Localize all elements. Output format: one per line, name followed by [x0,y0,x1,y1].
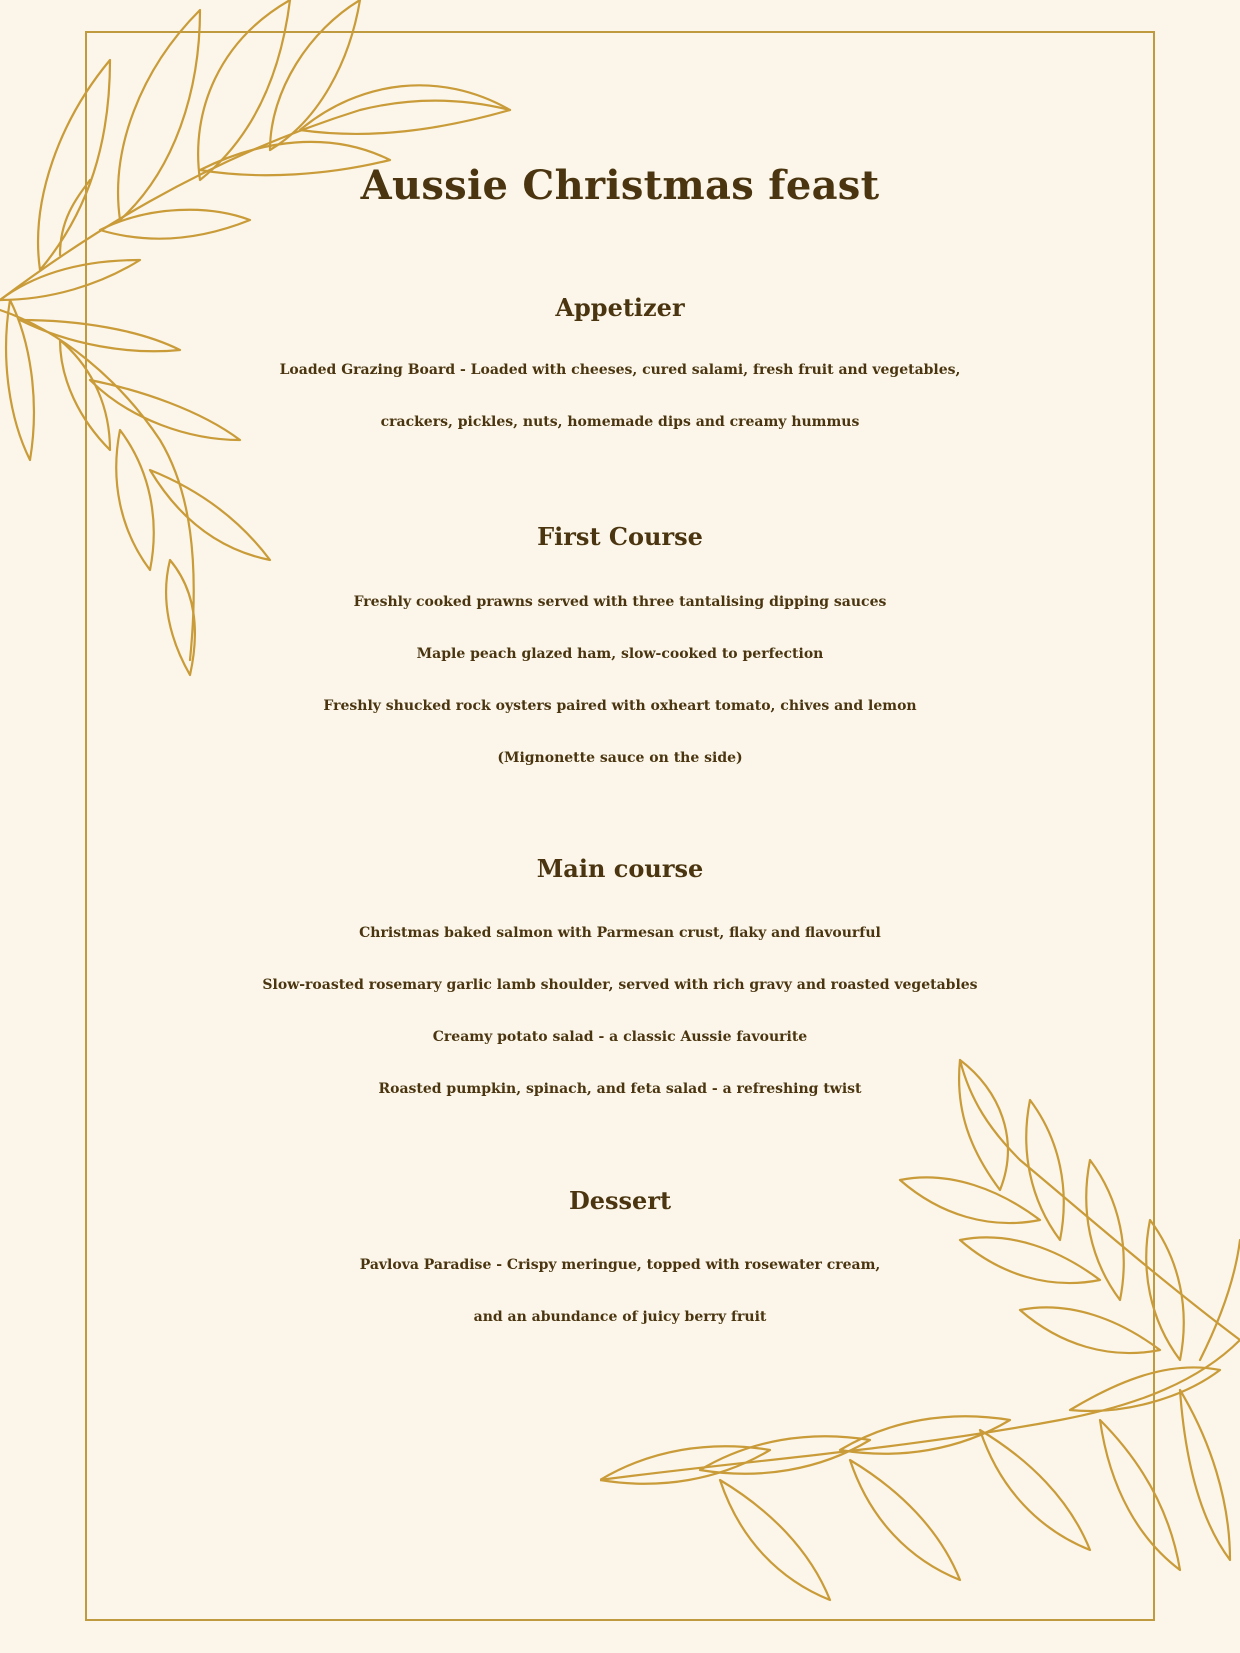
menu-item-line: Freshly cooked prawns served with three tantalising dipping sauces [353,594,887,610]
menu-title: Aussie Christmas feast [360,162,880,209]
menu-item-line: and an abundance of juicy berry fruit [473,1309,767,1325]
menu-frame [85,31,1155,1621]
menu-item-line: Christmas baked salmon with Parmesan crust, flaky and flavourful [359,925,881,941]
menu-item-line: Loaded Grazing Board - Loaded with cheeses, cured salami, fresh fruit and vegetables, [279,362,961,378]
menu-item-line: Maple peach glazed ham, slow-cooked to perfection [416,646,824,662]
menu-item-line: Slow-roasted rosemary garlic lamb shoulder, served with rich gravy and roasted vegetables [262,977,978,993]
menu-item-line: Creamy potato salad - a classic Aussie favourite [432,1029,808,1045]
section-heading-first-course: First Course [537,522,703,551]
menu-item-line: Freshly shucked rock oysters paired with oxheart tomato, chives and lemon [323,698,917,714]
menu-item-line: Pavlova Paradise - Crispy meringue, topped with rosewater cream, [359,1257,881,1273]
section-heading-appetizer: Appetizer [555,293,685,322]
section-heading-main-course: Main course [536,854,704,883]
menu-item-line: crackers, pickles, nuts, homemade dips and creamy hummus [380,414,860,430]
menu-item-line: (Mignonette sauce on the side) [497,750,743,766]
section-heading-dessert: Dessert [568,1186,672,1215]
menu-item-line: Roasted pumpkin, spinach, and feta salad - a refreshing twist [378,1081,862,1097]
